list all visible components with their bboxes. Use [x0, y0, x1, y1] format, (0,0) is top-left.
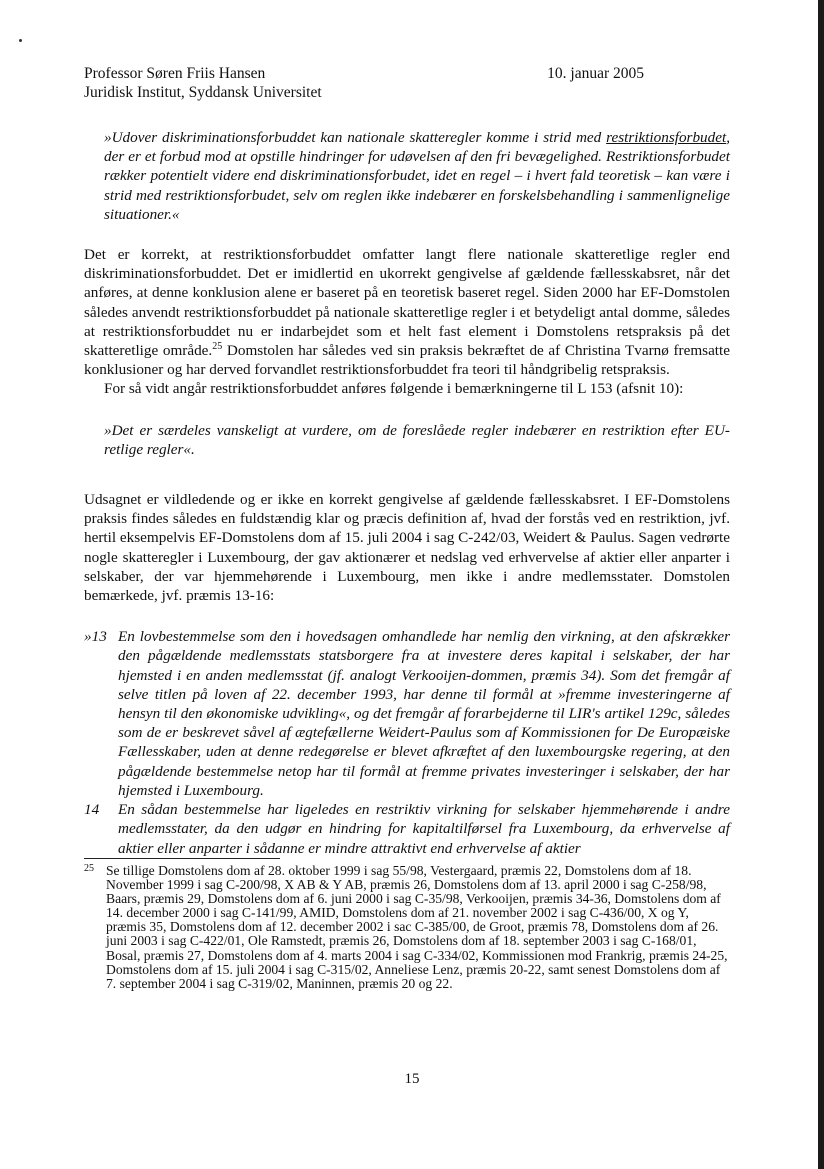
premis-number: »13: [84, 628, 107, 646]
main-content: [84, 128, 730, 858]
footnote-number: 25: [84, 863, 94, 874]
premis-13: [84, 627, 730, 800]
footnote-separator: [84, 858, 280, 859]
premis-text: En sådan bestemmelse har ligeledes en restriktiv virkning for selskaber hjemmehørende i andre medlemsstater, da den udgør en hindring for kapitaltilførsel fra Luxembourg, da erhvervelse af aktier eller anparter i sådanne er mindre attraktivt end erhvervelse af aktier: [118, 801, 730, 857]
page-header: [84, 64, 644, 102]
quote1-underlined: restriktionsforbudet: [606, 129, 727, 146]
footnote-25: [84, 864, 730, 991]
para1-text: Det er korrekt, at restriktionsforbuddet omfatter langt flere nationale skatteretlige regler end diskriminationsforbuddet. Det er imidlertid en ukorrekt gengivelse af gældende fællesskabsret, når det anføres, at denne konklusion alene er baseret på en teoretisk baseret regel. Siden 2000 har EF-Domstolen således anvendt restriktionsforbuddet på nationale skatteretlige regler i et betydeligt antal domme, således at restriktionsforbuddet nu er indarbejdet som et helt fast element i Domstolens retspraksis på det skatteretlige område.: [84, 246, 730, 360]
scan-speck: [19, 39, 22, 42]
author-name: Professor Søren Friis Hansen: [84, 65, 266, 82]
block-quote-1: [104, 128, 730, 224]
footnote-text: Se tillige Domstolens dom af 28. oktober 1999 i sag 55/98, Vestergaard, præmis 22, Domstolens dom af 18. November 1999 i sag C-200/98, X AB & Y AB, præmis 26, Domstolens dom af 13. april 2000 i sag C-258/98, Baars, præmis 29, Domstolens dom af 6. juni 2000 i sag C-35/98, Verkooijen, præmis 34-36, Domstolens dom af 14. december 2000 i sag C-141/99, AMID, Domstolens dom af 21. november 2002 i sag C-436/00, X og Y, præmis 35, Domstolens dom af 12. december 2002 i sac C-385/00, de Groot, præmis 78, Domstolens dom af 26. juni 2003 i sag C-422/01, Ole Ramstedt, præmis 26, Domstolens dom af 18. september 2003 i sag C-168/01, Bosal, præmis 27, Domstolens dom af 4. marts 2004 i sag C-334/02, Kommissionen mod Frankrig, præmis 24-25, Domstolens dom af 15. juli 2004 i sag C-315/02, Anneliese Lenz, præmis 20-22, samt senest Domstolens dom af 7. september 2004 i sag C-319/02, Maninnen, præmis 20 og 22.: [106, 863, 728, 991]
premis-number: 14: [84, 801, 100, 819]
quote1-open: »Udover diskriminationsforbuddet kan nationale skatteregler komme i strid med: [104, 129, 607, 146]
paragraph-1: [84, 245, 730, 379]
para1-text-cont: Domstolen har således ved sin praksis bekræftet de af Christina Tvarnø fremsatte konklusioner og har derved forvandlet restriktionsforbuddet fra teori til håndgribelig retspraksis.: [84, 342, 730, 379]
author-affiliation: Juridisk Institut, Syddansk Universitet: [84, 84, 322, 101]
quote1-rest: , der er et forbud mod at opstille hindringer for udøvelsen af den fri bevægelighed. Restriktionsforbudet rækker potentielt videre end diskriminationsforbudet, idet en regel – i hvert fald teoretisk – kan være i strid med restriktionsforbudet, selv om reglen ikke indebærer en forskelsbehandling i sammenlignelige situationer.«: [104, 129, 730, 223]
premis-14: [84, 800, 730, 858]
footnote-ref-25[interactable]: 25: [212, 340, 223, 352]
document-date: 10. januar 2005: [547, 65, 644, 82]
page-number: 15: [404, 1071, 420, 1087]
block-quote-2: »Det er særdeles vanskeligt at vurdere, om de foreslåede regler indebærer en restriktion efter EU-retlige regler«.: [104, 421, 730, 458]
scan-edge-line: [818, 0, 824, 1169]
premis-text: En lovbestemmelse som den i hovedsagen omhandlede har nemlig den virkning, at den afskrækker den pågældende medlemsstats statsborgere fra at investere deres kapital i selskaber, der har hjemsted i en anden medlemsstat (jf. analogt Verkooijen-dommen, præmis 34). Som det fremgår af selve titlen på loven af 22. december 1993, har denne til formål at »fremme investeringerne af hensyn til den økonomiske udvikling«, og det fremgår af forarbejderne til LIR's artikel 129c, således som de er beskrevet såvel af ægtefællerne Weidert-Paulus som af Kommissionen for De Europæiske Fællesskaber, uden at denne redegørelse er blevet afkræftet af den luxembourgske regering, at den pågældende bestemmelse netop har til formål at fremme privates investeringer i selskaber, der har hjemsted i Luxembourg.: [118, 628, 730, 799]
paragraph-3: Udsagnet er vildledende og er ikke en korrekt gengivelse af gældende fællesskabsret. I EF-Domstolens praksis findes således en fuldstændig klar og præcis definition af, hvad der forstås ved en restriktion, jvf. hertil eksempelvis EF-Domstolens dom af 15. juli 2004 i sag C-242/03, Weidert & Paulus. Sagen vedrørte nogle skatteregler i Luxembourg, der gav aktionærer et nedslag ved erhvervelse af aktier eller anparter i selskaber, der var hjemmehørende i Luxembourg, men ikke i andre medlemsstater. Domstolen bemærkede, jvf. præmis 13-16:: [84, 491, 730, 605]
paragraph-2: For så vidt angår restriktionsforbuddet anføres følgende i bemærkningerne til L 153 (afsnit 10):: [104, 380, 684, 398]
